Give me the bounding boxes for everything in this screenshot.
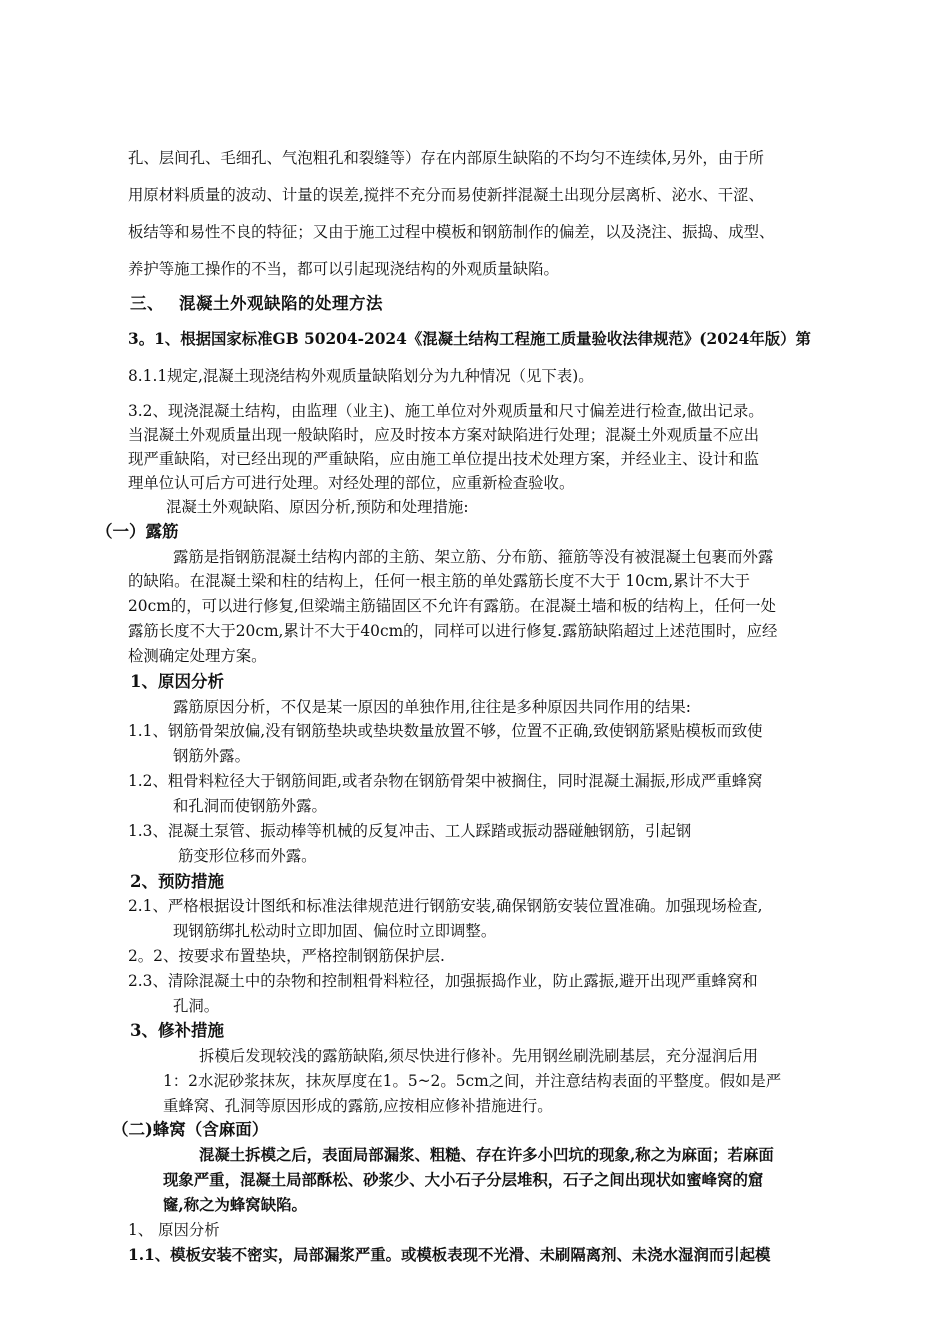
prevention-2-2: 2。2、按要求布置垫块，严格控制钢筋保护层. xyxy=(128,947,445,965)
prevention-2-1-line-1: 2.1、严格根据设计图纸和标准法律规范进行钢筋安装,确保钢筋安装位置准确。加强现场检查, xyxy=(128,897,763,915)
cause-1-1-line-2: 钢筋外露。 xyxy=(173,747,250,765)
prevention-2-1-line-2: 现钢筋绑扎松动时立即加固、偏位时立即调整。 xyxy=(173,922,497,940)
clause-3-2-line-4: 理单位认可后方可进行处理。对经处理的部位，应重新检查验收。 xyxy=(128,474,575,492)
clause-3-1-text: 3。1、根据国家标准GB 50204-2024《混凝土结构工程施工质量验收法律规范》(2024年版）第 xyxy=(128,330,811,348)
section-3-heading: 三、 混凝土外观缺陷的处理方法 xyxy=(130,294,383,313)
intro-line-1: 孔、层间孔、毛细孔、气泡粗孔和裂缝等）存在内部原生缺陷的不均匀不连续体,另外，由于所 xyxy=(128,149,764,167)
cause-1-2-line-1: 1.2、粗骨料粒径大于钢筋间距,或者杂物在钢筋骨架中被搁住，同时混凝土漏振,形成严重蜂窝 xyxy=(128,772,763,790)
part-2-heading: （二)蜂窝（含麻面） xyxy=(112,1120,269,1139)
intro-line-4: 养护等施工操作的不当，都可以引起现浇结构的外观质量缺陷。 xyxy=(128,260,559,278)
clause-3-2-line-2: 当混凝土外观质量出现一般缺陷时，应及时按本方案对缺陷进行处理；混凝土外观质量不应出 xyxy=(128,426,760,444)
part-2-cause-1-1: 1.1、模板安装不密实，局部漏浆严重。或模板表现不光滑、未刷隔离剂、未浇水湿润而引起模 xyxy=(128,1246,771,1264)
prevention-2-3-line-1: 2.3、清除混凝土中的杂物和控制粗骨料粒径，加强振捣作业，防止露振,避开出现严重蜂窝和 xyxy=(128,972,758,990)
clause-3-2-line-1: 3.2、现浇混凝土结构，由监理（业主)、施工单位对外观质量和尺寸偏差进行检查,做出记录。 xyxy=(128,402,764,420)
part-1-para-line-2: 的缺陷。在混凝土梁和柱的结构上，任何一根主筋的单处露筋长度不大于 10cm,累计不大于 xyxy=(128,572,751,590)
part-1-para-line-5: 检测确定处理方案。 xyxy=(128,647,267,665)
cause-1-2-line-2: 和孔洞而使钢筋外露。 xyxy=(173,797,327,815)
part-1-heading: （一）露筋 xyxy=(96,522,179,541)
repair-line-3: 重蜂窝、孔洞等原因形成的露筋,应按相应修补措施进行。 xyxy=(163,1097,553,1115)
clause-3-1-line-2: 8.1.1规定,混凝土现浇结构外观质量缺陷划分为九种情况（见下表)。 xyxy=(128,367,594,385)
clause-3-1-line-1 xyxy=(128,329,811,349)
part-2-para-line-1: 混凝土拆模之后，表面局部漏浆、粗糙、存在许多小凹坑的现象,称之为麻面；若麻面 xyxy=(199,1146,774,1164)
part-1-cause-intro: 露筋原因分析，不仅是某一原因的单独作用,往往是多种原因共同作用的结果: xyxy=(173,698,691,716)
cause-1-1-line-1: 1.1、钢筋骨架放偏,没有钢筋垫块或垫块数量放置不够，位置不正确,致使钢筋紧贴模板而致使 xyxy=(128,722,763,740)
part-1-repair-heading: 3、修补措施 xyxy=(130,1021,224,1040)
part-2-para-line-3: 窿,称之为蜂窝缺陷。 xyxy=(163,1196,307,1214)
part-1-para-line-3: 20cm的，可以进行修复,但梁端主筋锚固区不允许有露筋。在混凝土墙和板的结构上，任何一处 xyxy=(128,597,776,615)
part-1-cause-heading: 1、原因分析 xyxy=(130,672,224,691)
cause-1-3-line-2: 筋变形位移而外露。 xyxy=(178,847,317,865)
part-1-para-line-1: 露筋是指钢筋混凝土结构内部的主筋、架立筋、分布筋、箍筋等没有被混凝土包裹而外露 xyxy=(173,548,774,566)
part-2-para-line-2: 现象严重，混凝土局部酥松、砂浆少、大小石子分层堆积，石子之间出现状如蜜峰窝的窟 xyxy=(163,1171,764,1189)
repair-line-1: 拆模后发现较浅的露筋缺陷,须尽快进行修补。先用钢丝刷洗刷基层，充分湿润后用 xyxy=(199,1047,758,1065)
intro-line-3: 板结等和易性不良的特征；又由于施工过程中模板和钢筋制作的偏差，以及浇注、振捣、成型、 xyxy=(128,223,775,241)
repair-line-2: 1：2水泥砂浆抹灰，抹灰厚度在1。5~2。5cm之间，并注意结构表面的平整度。假如是严 xyxy=(163,1072,782,1090)
part-1-para-line-4: 露筋长度不大于20cm,累计不大于40cm的，同样可以进行修复.露筋缺陷超过上述范围时，应经 xyxy=(128,622,778,640)
cause-1-3-line-1: 1.3、混凝土泵管、振动棒等机械的反复冲击、工人踩踏或振动器碰触钢筋，引起钢 xyxy=(128,822,692,840)
prevention-2-3-line-2: 孔洞。 xyxy=(173,997,220,1015)
part-1-prevention-heading: 2、预防措施 xyxy=(130,872,224,891)
clause-3-2-line-3: 现严重缺陷，对已经出现的严重缺陷，应由施工单位提出技术处理方案，并经业主、设计和监 xyxy=(128,450,760,468)
part-2-cause-heading: 1、 原因分析 xyxy=(128,1221,220,1239)
measures-intro: 混凝土外观缺陷、原因分析,预防和处理措施: xyxy=(166,498,469,516)
intro-line-2: 用原材料质量的波动、计量的误差,搅拌不充分而易使新拌混凝土出现分层离析、泌水、干涩、 xyxy=(128,186,764,204)
